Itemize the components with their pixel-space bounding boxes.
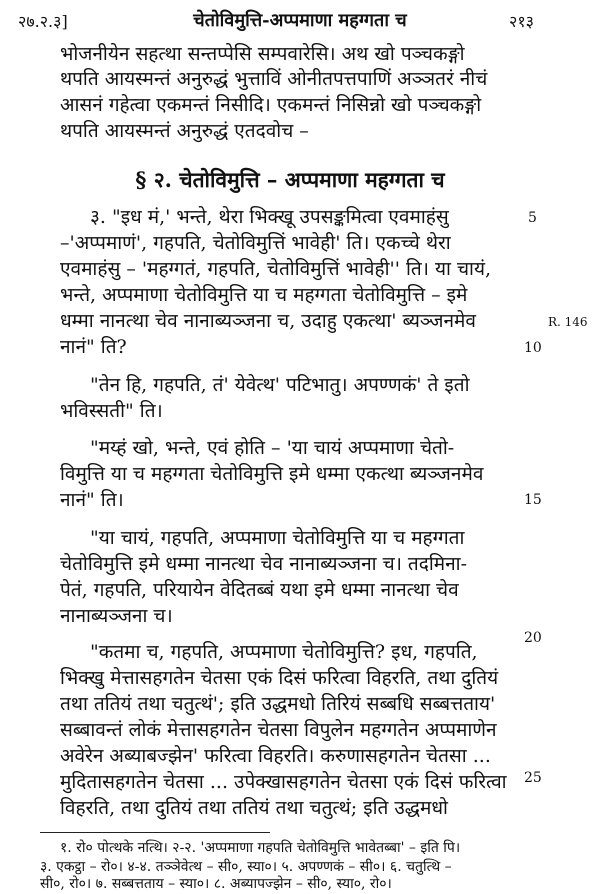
running-title: चेतोविमुत्ति-अप्पमाणा महग्गता च (193, 10, 407, 31)
text-line: नानाब्यञ्जना च। (60, 605, 173, 627)
text-line: पेतं, गहपति, परियायेन वेदितब्बं यथा इमे धम्मा नानत्था चेव (60, 579, 459, 601)
text-line: तथा ततियं तथा चतुत्थं'; इति उद्धमधो तिरियं सब्बधि सब्बत्तताय' (60, 693, 496, 715)
margin-line-number: 5 (528, 210, 537, 226)
text-line: सब्बावन्तं लोकं मेत्तासहगतेन चेतसा विपुलेन महग्गतेन अप्पमाणेन (60, 719, 497, 741)
text-line: चेतोविमुत्ति इमे धम्मा नानत्था चेव नानाब्यञ्जना च। तदमिना- (60, 553, 468, 575)
footnote-line: ३. एकट्ठा – रो०। ४-४. तञ्ञेवेत्थ – सी०, स्या०। ५. अपण्णकं – सी०। ६. चतुत्थि – (40, 859, 452, 875)
text-line: "तेन हि, गहपति, तं' येवेत्थ' पटिभातु। अपण्णकं' ते इतो (90, 374, 470, 396)
text-line: भोजनीयेन सहत्था सन्तप्पेसि सम्पवारेसि। अथ खो पञ्चकङ्गो (60, 43, 465, 65)
text-line: भिक्खु मेत्तासहगतेन चेतसा एकं दिसं फरित्वा विहरति, तथा दुतियं (60, 667, 499, 689)
footnote-line: १. रो० पोत्थके नत्थि। २-२. 'अप्पमाणा गहपति चेतोविमुत्ति भावेतब्बा' – इति पि। (60, 840, 461, 856)
text-line: ३. "इध मं,' भन्ते, थेरा भिक्खू उपसङ्कमित्वा एवमाहंसु (90, 206, 449, 228)
text-line: आसनं गहेत्वा एकमन्तं निसीदि। एकमन्तं निसिन्नो खो पञ्चकङ्गो (60, 94, 482, 116)
text-line: थपति आयस्मन्तं अनुरुद्धं एतदवोच – (60, 120, 309, 142)
text-line: नानं" ति। (60, 489, 124, 511)
margin-line-number: 25 (524, 770, 542, 786)
text-line: एवमाहंसु – 'महग्गतं, गहपति, चेतोविमुत्तिं भावेही'' ति। या चायं, (60, 258, 492, 280)
page-reference: R. 146 (548, 315, 588, 329)
text-line: थपति आयस्मन्तं अनुरुद्धं भुत्ताविं ओनीतपत्तपाणिं अञ्ञतरं नीचं (60, 68, 488, 90)
running-header (0, 6, 600, 30)
page-number: २१३ (509, 12, 534, 31)
section-heading: § २. चेतोविमुत्ति – अप्पमाणा महग्गता च (135, 167, 445, 192)
footnote-divider (40, 832, 270, 833)
margin-line-number: 15 (524, 492, 542, 508)
margin-line-number: 20 (524, 630, 542, 646)
text-line: धम्मा नानत्था चेव नानाब्यञ्जना च, उदाहु एकत्था' ब्यञ्जनमेव (60, 310, 476, 332)
text-line: नानं" ति? (60, 336, 127, 358)
text-line: "या चायं, गहपति, अप्पमाणा चेतोविमुत्ति या च महग्गता (90, 527, 465, 549)
text-line: "मय्हं खो, भन्ते, एवं होति – 'या चायं अप्पमाणा चेतो- (90, 437, 455, 459)
text-line: विमुत्ति या च महग्गता चेतोविमुत्ति इमे धम्मा एकत्था ब्यञ्जनमेव (60, 463, 484, 485)
text-line: भन्ते, अप्पमाणा चेतोविमुत्ति या च महग्गता चेतोविमुत्ति – इमे (60, 284, 468, 306)
text-line: भविस्सती" ति। (60, 400, 163, 422)
footnote-line: सी०, रो०। ७. सब्बत्तताय – स्या०। ८. अब्यापज्झेन – सी०, स्या०, रो०। (40, 876, 392, 892)
section-reference: २७.२.३] (18, 12, 68, 31)
text-line: –'अप्पमाणं', गहपति, चेतोविमुत्तिं भावेही' ति। एकच्चे थेरा (60, 232, 451, 254)
text-line: "कतमा च, गहपति, अप्पमाणा चेतोविमुत्ति? इध, गहपति, (90, 641, 478, 663)
text-line: विहरति, तथा दुतियं तथा ततियं तथा चतुत्थं; इति उद्धमधो (60, 797, 448, 819)
text-line: अवेरेन अब्याबज्झेन' फरित्वा विहरति। करुणासहगतेन चेतसा ... (60, 745, 491, 767)
text-line: मुदितासहगतेन चेतसा ... उपेक्खासहगतेन चेतसा एकं दिसं फरित्वा (60, 771, 507, 793)
margin-line-number: 10 (524, 340, 542, 356)
